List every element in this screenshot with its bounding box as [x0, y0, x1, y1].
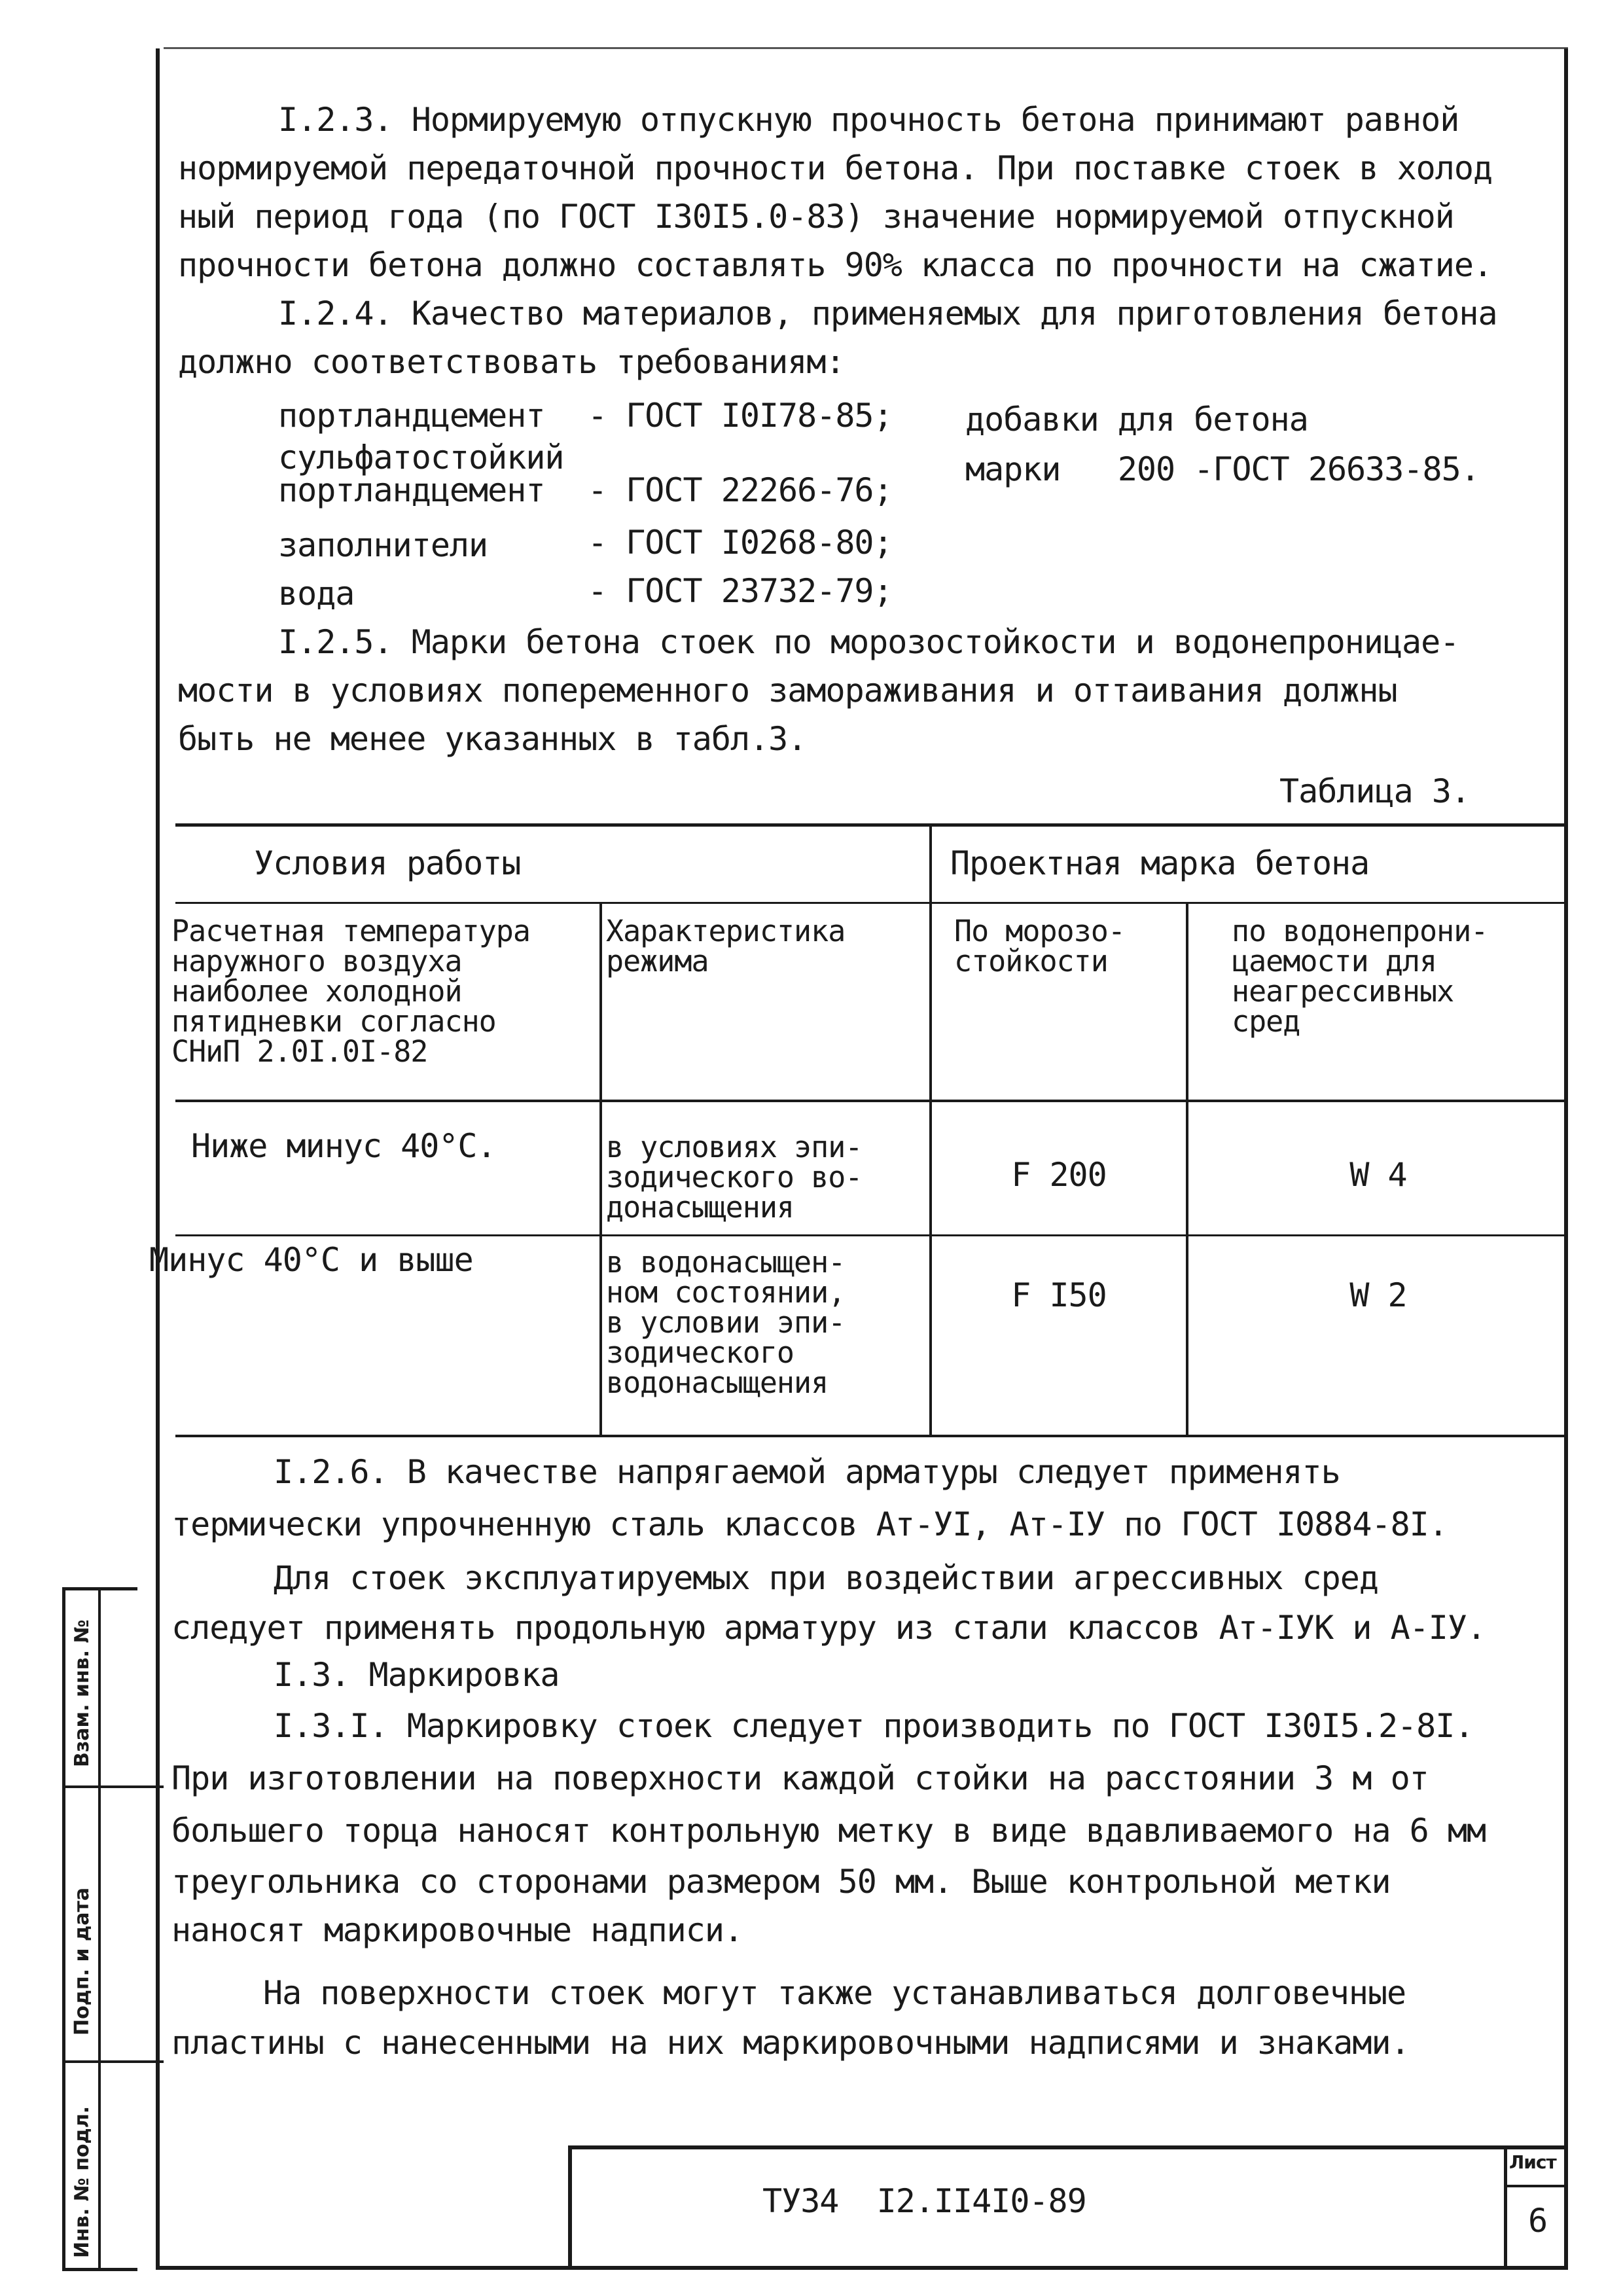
table-group-conditions: Условия работы [254, 844, 521, 882]
row2-mode-line-5: водонасыщения [606, 1365, 829, 1400]
table-group-grade: Проектная марка бетона [950, 844, 1370, 882]
table-vline-2 [929, 823, 932, 1436]
row1-mode-line-3: донасыщения [606, 1190, 794, 1225]
para-123-line-2: нормируемой передаточной прочности бетона. При поставке стоек в холод [178, 149, 1493, 187]
sheet-number: 6 [1527, 2202, 1548, 2240]
material-4-name: вода [278, 575, 355, 613]
table-top-rule [175, 823, 1568, 827]
para-126-line-4: следует применять продольную арматуру из стали классов Ат-IУК и А-IУ. [171, 1609, 1486, 1647]
header-temp-line-5: СНиП 2.0I.0I-82 [171, 1034, 428, 1069]
para-124-line-1: I.2.4. Качество материалов, применяемых для приготовления бетона [278, 295, 1497, 332]
material-4-gost: - ГОСТ 23732-79; [588, 572, 893, 610]
para-131-line-5: наносят маркировочные надписи. [171, 1911, 743, 1949]
para-123-line-3: ный период года (по ГОСТ I30I5.0-83) значение нормируемой отпускной [178, 198, 1454, 236]
header-mode-line-2: режима [606, 944, 709, 978]
table-vline-1 [599, 902, 602, 1436]
material-1-gost: - ГОСТ I0I78-85; [588, 397, 893, 435]
side-strip-divider-2 [62, 2060, 164, 2063]
row2-mode [606, 1247, 845, 1398]
material-1-name: портландцемент [278, 397, 545, 435]
row1-temperature: Ниже минус 40°С. [191, 1127, 496, 1165]
table-header-split-rule [175, 902, 1568, 904]
header-water-line-3: неагрессивных [1232, 974, 1454, 1009]
table-header-temperature [171, 916, 530, 1067]
para-126-line-3: Для стоек эксплуатируемых при воздействии агрессивных сред [274, 1559, 1378, 1597]
section-1-3-heading: I.3. Маркировка [274, 1656, 560, 1694]
row1-water-grade: W 4 [1349, 1156, 1407, 1194]
para-125-line-3: быть не менее указанных в табл.3. [178, 720, 807, 758]
side-label-podp-data: Подп. и дата [71, 1887, 94, 2036]
para-131-line-2: При изготовлении на поверхности каждой стойки на расстоянии 3 м от [171, 1759, 1429, 1797]
material-2-gost: - ГОСТ 22266-76; [588, 471, 893, 509]
additive-line-1: добавки для бетона [965, 401, 1308, 439]
para-125-line-2: мости в условиях попеременного замораживания и оттаивания должны [178, 672, 1397, 709]
document-code: ТУ34 I2.II4I0-89 [762, 2182, 1086, 2220]
row2-mode-line-4: зодического [606, 1335, 794, 1370]
para-123-line-4: прочности бетона должно составлять 90% класса по прочности на сжатие. [178, 246, 1493, 284]
table-header-bottom-rule [175, 1100, 1568, 1102]
row2-mode-line-2: ном состоянии, [606, 1275, 846, 1310]
para-131-line-1: I.3.I. Маркировку стоек следует производить по ГОСТ I30I5.2-8I. [274, 1707, 1474, 1745]
para-126-line-1: I.2.6. В качестве напрягаемой арматуры следует применять [274, 1453, 1340, 1491]
side-label-vzam-inv: Взам. инв. № [71, 1619, 94, 1767]
table-bottom-rule [175, 1435, 1568, 1437]
row1-mode [606, 1132, 862, 1223]
header-frost-line-2: стойкости [954, 944, 1108, 978]
para-125-line-1: I.2.5. Марки бетона стоек по морозостойкости и водонепроницае- [278, 623, 1459, 661]
side-label-inv-podl: Инв. № подл. [71, 2106, 94, 2258]
material-2-name-b: портландцемент [278, 471, 545, 509]
row2-temperature: Минус 40°С и выше [149, 1241, 473, 1279]
header-temp-line-4: пятидневки согласно [171, 1004, 496, 1039]
row2-mode-line-1: в водонасыщен- [606, 1245, 846, 1280]
material-2-name-a: сульфатостойкий [278, 439, 564, 476]
row1-mode-line-2: зодического во- [606, 1160, 863, 1194]
header-mode-line-1: Характеристика [606, 914, 846, 948]
row1-mode-line-1: в условиях эпи- [606, 1130, 863, 1164]
row2-water-grade: W 2 [1349, 1276, 1407, 1314]
material-3-gost: - ГОСТ I0268-80; [588, 524, 893, 562]
para-124-line-2: должно соответствовать требованиям: [178, 343, 845, 381]
header-temp-line-2: наружного воздуха [171, 944, 462, 978]
header-water-line-1: по водонепрони- [1232, 914, 1488, 948]
table-header-frost [954, 916, 1125, 977]
table-header-mode [606, 916, 845, 977]
row1-frost-grade: F 200 [1011, 1156, 1107, 1194]
header-frost-line-1: По морозо- [954, 914, 1125, 948]
sheet-box-divider [1504, 2185, 1568, 2187]
header-temp-line-1: Расчетная температура [171, 914, 530, 948]
sheet-label: Лист [1509, 2151, 1556, 2173]
para-last-line-2: пластины с нанесенными на них маркировочными надписями и знаками. [171, 2024, 1410, 2062]
row2-mode-line-3: в условии эпи- [606, 1305, 846, 1340]
table-caption: Таблица 3. [1279, 772, 1471, 810]
side-strip-divider-v [98, 1587, 101, 2271]
para-131-line-3: большего торца наносят контрольную метку в виде вдавливаемого на 6 мм [171, 1812, 1486, 1850]
header-water-line-2: цаемости для [1232, 944, 1437, 978]
header-water-line-4: сред [1232, 1004, 1300, 1039]
para-last-line-1: На поверхности стоек могут также устанавливаться долговечные [263, 1974, 1406, 2012]
table-header-water [1232, 916, 1488, 1037]
para-123-line-1: I.2.3. Нормируемую отпускную прочность бетона принимают равной [278, 101, 1459, 139]
row2-frost-grade: F I50 [1011, 1276, 1107, 1314]
para-131-line-4: треугольника со сторонами размером 50 мм. Выше контрольной метки [171, 1863, 1391, 1901]
para-126-line-2: термически упрочненную сталь классов Ат-УI, Ат-IУ по ГОСТ I0884-8I. [171, 1505, 1448, 1543]
header-temp-line-3: наиболее холодной [171, 974, 462, 1009]
additive-line-2: марки 200 -ГОСТ 26633-85. [965, 450, 1480, 488]
side-strip-divider-1 [62, 1785, 164, 1788]
material-3-name: заполнители [278, 526, 488, 564]
